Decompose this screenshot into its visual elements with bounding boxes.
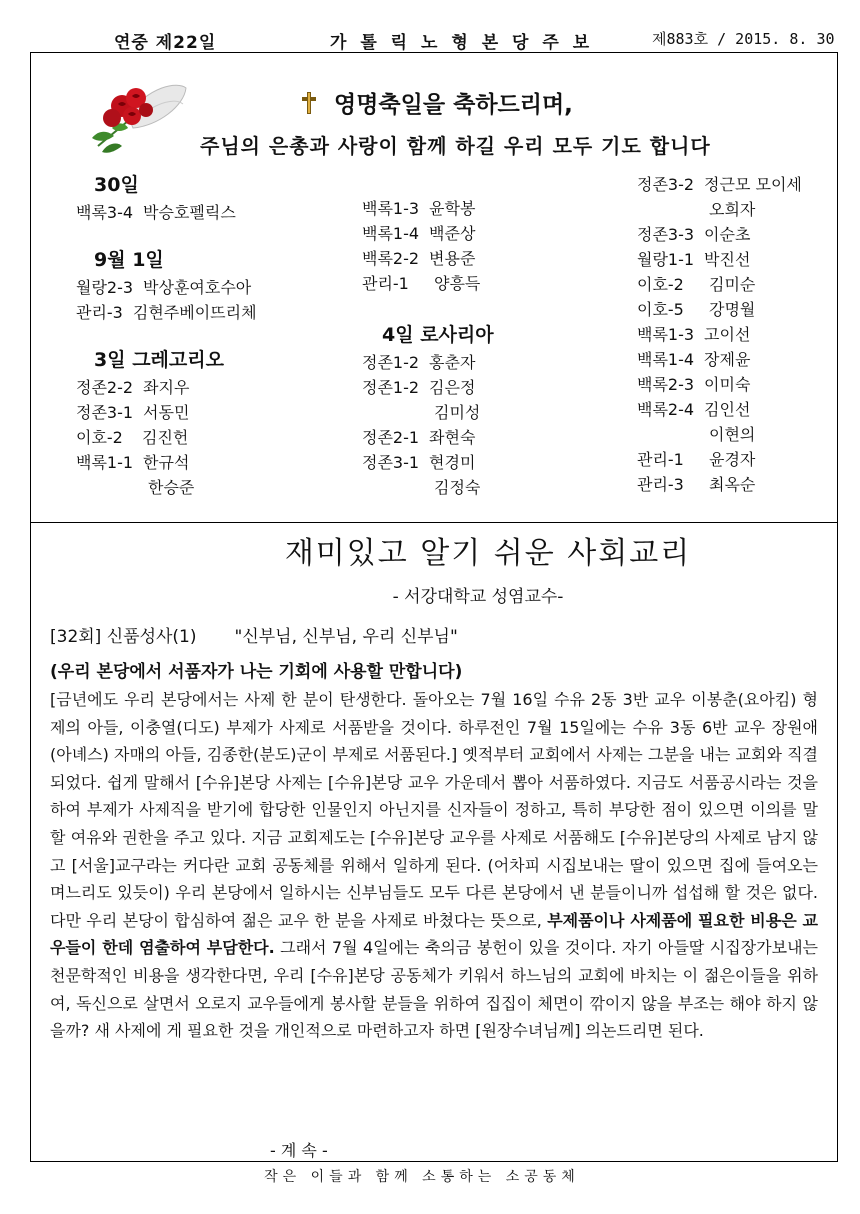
- feast-greeting-subtitle: 주님의 은총과 사랑이 함께 하길 우리 모두 기도 합니다: [200, 134, 711, 158]
- list-item: 관리-1 양흥득: [362, 274, 481, 293]
- feast-title-text: 영명축일을 축하드리며,: [334, 92, 573, 118]
- feast-column-2: [362, 196, 494, 500]
- list-item: 김미성: [434, 403, 481, 422]
- section-divider: [30, 522, 838, 523]
- list-item: 백록1-4 백준상: [362, 224, 476, 243]
- rose-bouquet-icon: [88, 76, 188, 154]
- list-item: 이현의: [709, 425, 756, 444]
- feast-column-1: [76, 170, 257, 500]
- day-heading: 3일 그레고리오: [94, 349, 224, 371]
- day-heading: 30일: [94, 174, 139, 196]
- list-item: 백록2-3 이미숙: [637, 375, 751, 394]
- newsletter-header: [0, 0, 860, 53]
- list-item: 이호-2 김진헌: [76, 428, 189, 447]
- list-item: 관리-3 최옥순: [637, 475, 756, 494]
- newsletter-name: 가 톨 릭 노 형 본 당 주 보: [330, 33, 594, 53]
- article-note: (우리 본당에서 서품자가 나는 기회에 사용할 만합니다): [50, 662, 463, 682]
- issue-number-date: 제883호 / 2015. 8. 30: [652, 30, 835, 48]
- list-item: 관리-3 김현주베이뜨리체: [76, 303, 257, 322]
- list-item: 이호-5 강명월: [637, 300, 756, 319]
- cross-icon: [300, 91, 318, 115]
- list-item: 백록1-4 장제윤: [637, 350, 751, 369]
- day-heading: 4일 로사리아: [382, 324, 494, 346]
- list-item: 백록2-4 김인선: [637, 400, 751, 419]
- list-item: 정존1-2 홍춘자: [362, 353, 476, 372]
- feast-column-3: [637, 172, 802, 497]
- article-episode: [50, 622, 458, 647]
- list-item: 정존3-1 서동민: [76, 403, 190, 422]
- list-item: 정존2-1 좌현숙: [362, 428, 476, 447]
- list-item: 오희자: [709, 200, 756, 219]
- list-item: 백록1-3 고이선: [637, 325, 751, 344]
- list-item: 월랑2-3 박상훈여호수아: [76, 278, 252, 297]
- feast-greeting-title: [300, 86, 573, 119]
- article-title: 재미있고 알기 쉬운 사회교리: [284, 536, 692, 571]
- list-item: 김정숙: [434, 478, 481, 497]
- liturgical-week: 연중 제22일: [114, 33, 217, 53]
- list-item: 정존2-2 좌지우: [76, 378, 190, 397]
- list-item: 정존3-2 정근모 모이세: [637, 175, 802, 194]
- list-item: 백록3-4 박승호펠릭스: [76, 203, 236, 222]
- article-body-emphasis: 부제품이나 사제품에 필요한 비용은 교우들이 한데 염출하여 부담한다.: [50, 910, 818, 958]
- footer-motto: 작은 이들과 함께 소통하는 소공동체: [264, 1169, 580, 1185]
- list-item: 이호-2 김미순: [637, 275, 756, 294]
- list-item: 관리-1 윤경자: [637, 450, 756, 469]
- day-heading: 9월 1일: [94, 249, 164, 271]
- list-item: 백록1-3 윤학봉: [362, 199, 476, 218]
- list-item: 정존1-2 김은정: [362, 378, 476, 397]
- article-body: [금년에도 우리 본당에서는 사제 한 분이 탄생한다. 돌아오는 7월 16일 수유 2동 3반 교우 이봉춘(요아킴) 형제의 아들, 이충열(디도) 부제가 사제로 서품받을 것이다. 하루전인 7월 15일에는 수유 3동 6반 교우 장원애(아녜스) 자매의 아들, 김종한(분도)군이 부제로 서품된다.] 옛적부터 교회에서 사제는 그분을 내는 교회와 직결되었다. 쉽게 말해서 [수유]본당 사제는 [수유]본당 교우 가운데서 뽑아 서품하였다. 지금도 서품공시라는 것을 하여 부제가 사제직을 받기에 합당한 인물인지 아닌지를 신자들이 정하고, 특히 부당한 점이 있으면 이의를 말할 여유와 권한을 주고 있다. 지금 교회제도는 [수유]본당 교우를 사제로 서품해도 [수유]본당의 사제로 남지 않고 [서울]교구라는 커다란 교회 공동체를 위해서 일하게 된다. (어차피 시집보내는 딸이 있으면 집에 들여오는 며느리도 있듯이) 우리 본당에서 일하시는 신부님들도 모두 다른 본당에서 낸 분들이니까 섭섭해 할 것은 없다. 다만 우리 본당이 합심하여 젊은 교우 한 분을 사제로 바쳤다는 뜻으로, 부제품이나 사제품에 필요한 비용은 교우들이 한데 염출하여 부담한다. 그래서 7월 4일에는 축의금 봉헌이 있을 것이다. 자기 아들딸 시집장가보내는 천문학적인 비용을 생각한다면, 우리 [수유]본당 공동체가 키워서 하느님의 교회에 바치는 이 젊은이들을 위하여, 독신으로 살면서 오로지 교우들에게 봉사할 분들을 위하여 집집이 체면이 깎이지 않을 부조는 해야 하지 않을까? 새 사제에 게 필요한 것을 개인적으로 마련하고자 하면 [원장수녀님께] 의논드리면 된다.: [50, 690, 818, 1041]
- list-item: 한승준: [148, 478, 195, 497]
- episode-number: [32회] 신품성사(1): [50, 627, 197, 647]
- continued-label: - 계 속 -: [270, 1141, 328, 1160]
- list-item: 정존3-3 이순초: [637, 225, 751, 244]
- list-item: 백록2-2 변용준: [362, 249, 476, 268]
- list-item: 정존3-1 현경미: [362, 453, 476, 472]
- episode-quote: "신부님, 신부님, 우리 신부님": [234, 627, 458, 647]
- article-author: - 서강대학교 성염교수-: [392, 587, 564, 607]
- list-item: 백록1-1 한규석: [76, 453, 190, 472]
- list-item: 월랑1-1 박진선: [637, 250, 751, 269]
